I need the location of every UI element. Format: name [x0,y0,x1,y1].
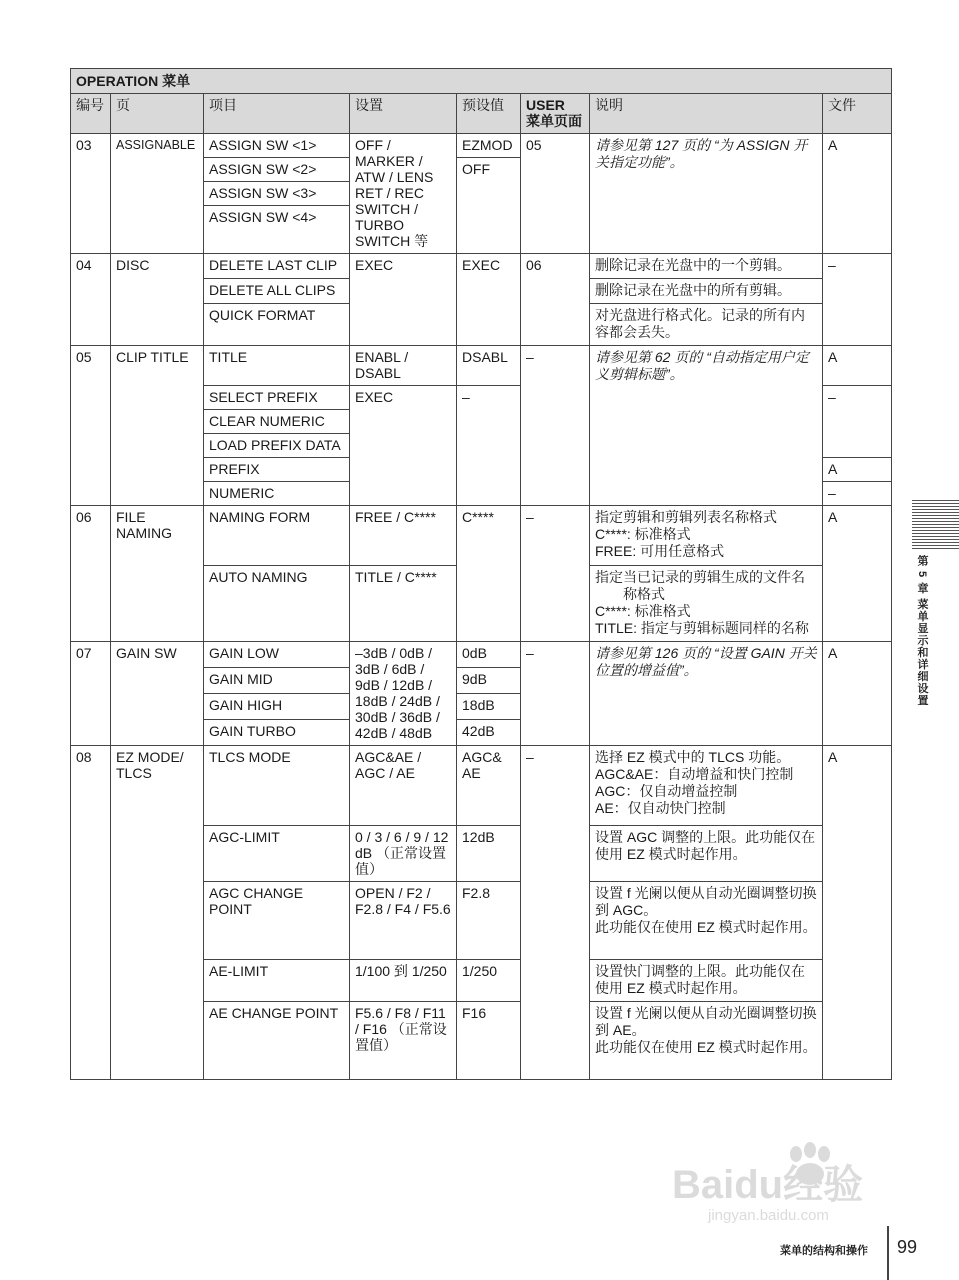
desc-line: TITLE: 指定与剪辑标题同样的名称 [595,620,809,636]
table-row [71,746,892,826]
desc-line: AGC：仅自动增益控制 [595,783,738,799]
cell-file: A [823,642,892,746]
cell-item: ASSIGN SW <4> [204,206,350,254]
cell-file: A [823,506,892,642]
desc-line: 选择 EZ 模式中的 TLCS 功能。 [595,749,791,765]
cell-file: – [823,386,892,458]
cell-setting: TITLE / C**** [350,566,457,642]
cell-page: EZ MODE/ TLCS [111,746,204,1080]
cell-item: GAIN LOW [204,642,350,668]
desc-line: 设置 f 光阑以便从自动光圈调整切换到 AGC。 [595,885,817,918]
cell-page: FILE NAMING [111,506,204,642]
cell-default: EXEC [457,254,521,346]
cell-user: 05 [521,134,590,254]
cell-file: – [823,482,892,506]
cell-item: ASSIGN SW <1> [204,134,350,158]
cell-desc: 删除记录在光盘中的所有剪辑。 [590,279,823,304]
cell-item: QUICK FORMAT [204,304,350,346]
header-user-page [521,94,590,134]
cell-item: AE CHANGE POINT [204,1002,350,1080]
cell-item: ASSIGN SW <3> [204,182,350,206]
cell-item: GAIN TURBO [204,720,350,746]
cell-no: 03 [71,134,111,254]
cell-file: – [823,254,892,346]
desc-line: 此功能仅在使用 EZ 模式时起作用。 [595,919,817,935]
desc-line: C****: 标准格式 [595,526,691,542]
cell-desc: 请参见第 62 页的 “自动指定用户定义剪辑标题”。 [590,346,823,506]
desc-line: 指定当已记录的剪辑生成的文件名 [595,569,805,585]
cell-desc: 设置 AGC 调整的上限。此功能仅在使用 EZ 模式时起作用。 [590,826,823,882]
cell-user: – [521,746,590,1080]
page-number: 99 [897,1237,918,1257]
cell-desc: 删除记录在光盘中的一个剪辑。 [590,254,823,279]
cell-item: DELETE ALL CLIPS [204,279,350,304]
table-row [71,254,892,279]
cell-user: – [521,346,590,506]
cell-default: 18dB [457,694,521,720]
cell-setting: 0 / 3 / 6 / 9 / 12 dB （正常设置值） [350,826,457,882]
cell-item: GAIN HIGH [204,694,350,720]
cell-desc: 对光盘进行格式化。记录的所有内容都会丢失。 [590,304,823,346]
cell-item: LOAD PREFIX DATA [204,434,350,458]
desc-line: 称格式 [623,586,665,602]
cell-setting: 1/100 到 1/250 [350,960,457,1002]
cell-page: CLIP TITLE [111,346,204,506]
cell-no: 07 [71,642,111,746]
cell-item: NUMERIC [204,482,350,506]
cell-item: PREFIX [204,458,350,482]
footer-divider [887,1226,889,1280]
cell-no: 08 [71,746,111,1080]
cell-default: 9dB [457,668,521,694]
desc-line: FREE: 可用任意格式 [595,543,725,559]
table-row [71,642,892,668]
cell-setting: OFF / MARKER / ATW / LENS RET / REC SWITCH / TURBO SWITCH 等 [350,134,457,254]
table-title: OPERATION 菜单 [71,69,892,94]
cell-setting: OPEN / F2 / F2.8 / F4 / F5.6 [350,882,457,960]
cell-default: C**** [457,506,521,642]
cell-item: SELECT PREFIX [204,386,350,410]
baidu-watermark [668,1140,908,1224]
cell-file: A [823,134,892,254]
cell-user: – [521,642,590,746]
cell-no: 04 [71,254,111,346]
desc-line: AE：仅自动快门控制 [595,800,726,816]
operation-menu-table [70,68,892,1080]
header-page: 页 [111,94,204,134]
cell-user: 06 [521,254,590,346]
cell-default: F16 [457,1002,521,1080]
cell-setting: ENABL / DSABL [350,346,457,386]
header-file: 文件 [823,94,892,134]
cell-default: AGC& AE [457,746,521,826]
cell-item: AGC CHANGE POINT [204,882,350,960]
cell-default: – [457,386,521,506]
cell-item: NAMING FORM [204,506,350,566]
cell-desc [590,882,823,960]
cell-default: 1/250 [457,960,521,1002]
cell-no: 06 [71,506,111,642]
cell-setting: AGC&AE / AGC / AE [350,746,457,826]
header-no: 编号 [71,94,111,134]
cell-file: A [823,458,892,482]
cell-item: AE-LIMIT [204,960,350,1002]
chapter-tab-stripes [912,500,959,550]
cell-setting: EXEC [350,254,457,346]
cell-page: DISC [111,254,204,346]
header-setting: 设置 [350,94,457,134]
header-item: 项目 [204,94,350,134]
cell-desc [590,1002,823,1080]
cell-item: GAIN MID [204,668,350,694]
footer-section-title: 菜单的结构和操作 [780,1245,868,1257]
cell-default: 42dB [457,720,521,746]
desc-line: 设置 f 光阑以便从自动光圈调整切换到 AE。 [595,1005,817,1038]
cell-setting: FREE / C**** [350,506,457,566]
cell-item: CLEAR NUMERIC [204,410,350,434]
cell-item: TLCS MODE [204,746,350,826]
chapter-tab-label: 第 5 章 菜单显示和详细设置 [916,555,928,707]
cell-item: ASSIGN SW <2> [204,158,350,182]
cell-item: DELETE LAST CLIP [204,254,350,279]
cell-file: A [823,746,892,1080]
cell-file: A [823,346,892,386]
cell-setting: EXEC [350,386,457,506]
cell-desc: 请参见第 127 页的 “为 ASSIGN 开关指定功能”。 [590,134,823,254]
cell-default: EZMOD [457,134,521,158]
header-user-line1: USER [526,97,565,113]
cell-no: 05 [71,346,111,506]
cell-item: AUTO NAMING [204,566,350,642]
watermark-url: jingyan.baidu.com [708,1207,829,1224]
cell-default: OFF [457,158,521,254]
table-row [71,346,892,386]
header-desc: 说明 [590,94,823,134]
cell-user: – [521,506,590,642]
desc-line: C****: 标准格式 [595,603,691,619]
cell-setting: –3dB / 0dB / 3dB / 6dB / 9dB / 12dB / 18dB / 24dB / 30dB / 36dB / 42dB / 48dB [350,642,457,746]
cell-default: 12dB [457,826,521,882]
table-row [71,506,892,566]
desc-line: AGC&AE：自动增益和快门控制 [595,766,794,782]
cell-default: F2.8 [457,882,521,960]
cell-desc: 请参见第 126 页的 “设置 GAIN 开关位置的增益值”。 [590,642,823,746]
cell-page: GAIN SW [111,642,204,746]
cell-page: ASSIGNABLE [111,134,204,254]
cell-item: TITLE [204,346,350,386]
header-user-line2: 菜单页面 [526,113,582,129]
cell-setting: F5.6 / F8 / F11 / F16 （正常设置值） [350,1002,457,1080]
table-row [71,134,892,158]
cell-item: AGC-LIMIT [204,826,350,882]
desc-line: 此功能仅在使用 EZ 模式时起作用。 [595,1039,817,1055]
desc-line: 指定剪辑和剪辑列表名称格式 [595,509,777,525]
cell-default: 0dB [457,642,521,668]
cell-desc [590,746,823,826]
cell-default: DSABL [457,346,521,386]
cell-desc: 设置快门调整的上限。此功能仅在使用 EZ 模式时起作用。 [590,960,823,1002]
cell-desc [590,566,823,642]
header-default: 预设值 [457,94,521,134]
cell-desc [590,506,823,566]
watermark-brand: Baidu经验 [672,1163,864,1207]
